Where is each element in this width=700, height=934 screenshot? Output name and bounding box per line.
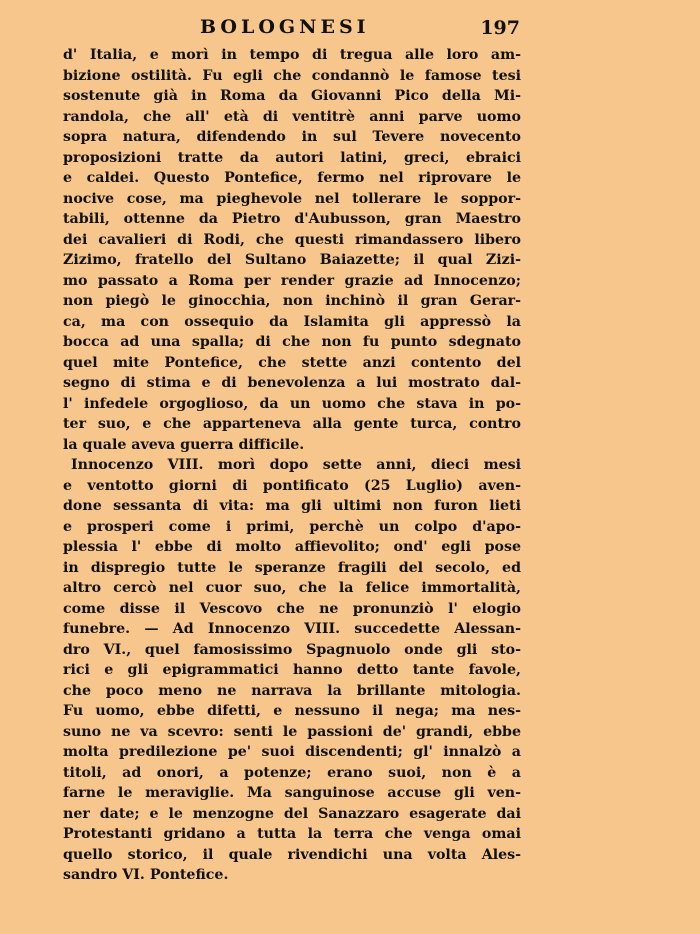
- text-line: Zizimo, fratello del Sultano Baiazette; il qual Zizi-: [63, 252, 521, 268]
- page-header: [68, 10, 520, 44]
- text-line: titoli, ad onori, a potenze; erano suoi, non è a: [63, 764, 521, 781]
- text-line: plessia l' ebbe di molto affievolito; ond' egli pose: [63, 539, 521, 555]
- text-line: sandro VI. Pontefice.: [63, 867, 229, 883]
- text-line: nocive cose, ma pieghevole nel tollerare le soppor-: [63, 190, 521, 207]
- text-line: la quale aveva guerra difficile.: [63, 436, 305, 453]
- text-line: mo passato a Roma per render grazie ad Innocenzo;: [63, 272, 521, 289]
- text-line: e caldei. Questo Pontefice, fermo nel riprovare le: [63, 170, 521, 186]
- text-line: altro cercò nel cuor suo, che la felice immortalità,: [63, 580, 521, 596]
- text-line: e prosperi come i primi, perchè un colpo d'apo-: [63, 518, 521, 535]
- text-line: ner date; e le menzogne del Sanazzaro esagerate dai: [63, 805, 521, 822]
- text-line: ter suo, e che apparteneva alla gente turca, contro: [63, 416, 521, 432]
- text-line: bizione ostilità. Fu egli che condannò le famose tesi: [63, 67, 521, 84]
- text-line: rici e gli epigrammatici hanno detto tante favole,: [63, 662, 521, 678]
- text-line: randola, che all' età di ventitrè anni parve uomo: [63, 108, 521, 125]
- text-line: tabili, ottenne da Pietro d'Aubusson, gran Maestro: [63, 211, 521, 227]
- text-line: sostenute già in Roma da Giovanni Pico della Mi-: [63, 88, 521, 104]
- text-line: e ventotto giorni di pontificato (25 Luglio) aven-: [63, 477, 521, 494]
- text-line: suno ne va scevro: senti le passioni de' grandi, ebbe: [63, 723, 521, 740]
- text-line: farne le meraviglie. Ma sanguinose accuse gli ven-: [63, 785, 521, 801]
- text-line: ca, ma con ossequio da Islamita gli appressò la: [63, 313, 521, 330]
- text-line: l' infedele orgoglioso, da un uomo che stava in po-: [63, 395, 521, 412]
- text-line: Protestanti gridano a tutta la terra che venga omai: [63, 826, 521, 842]
- text-line: Fu uomo, ebbe difetti, e nessuno il nega; ma nes-: [63, 703, 521, 719]
- text-line: sopra natura, difendendo in sul Tevere novecento: [63, 129, 521, 145]
- text-line: quel mite Pontefice, che stette anzi contento del: [63, 354, 521, 371]
- text-line: funebre. — Ad Innocenzo VIII. succedette Alessan-: [63, 621, 521, 637]
- text-line: segno di stima e di benevolenza a lui mostrato dal-: [63, 375, 521, 391]
- text-line: molta predilezione pe' suoi discendenti; gl' innalzò a: [63, 744, 521, 760]
- text-line: dro VI., quel famosissimo Spagnuolo onde gli sto-: [63, 641, 521, 658]
- text-line: d' Italia, e morì in tempo di tregua alle loro am-: [63, 47, 521, 63]
- text-line: bocca ad una spalla; di che non fu punto sdegnato: [63, 334, 521, 350]
- text-line: non piegò le ginocchia, non inchinò il gran Gerar-: [63, 293, 521, 309]
- text-line: done sessanta di vita: ma gli ultimi non furon lieti: [63, 498, 521, 514]
- body-text: [63, 45, 521, 886]
- running-head: BOLOGNESI: [200, 16, 370, 38]
- text-line: che poco meno ne narrava la brillante mitologia.: [63, 682, 521, 699]
- text-line: quello storico, il quale rivendichi una volta Ales-: [63, 846, 521, 863]
- text-line: Innocenzo VIII. morì dopo sette anni, dieci mesi: [71, 457, 521, 473]
- text-line: dei cavalieri di Rodi, che questi rimandassero libero: [63, 231, 521, 248]
- text-line: proposizioni tratte da autori latini, greci, ebraici: [63, 149, 521, 166]
- text-line: come disse il Vescovo che ne pronunziò l' elogio: [63, 600, 521, 617]
- text-line: in dispregio tutte le speranze fragili del secolo, ed: [63, 559, 521, 576]
- page-number: 197: [480, 17, 520, 39]
